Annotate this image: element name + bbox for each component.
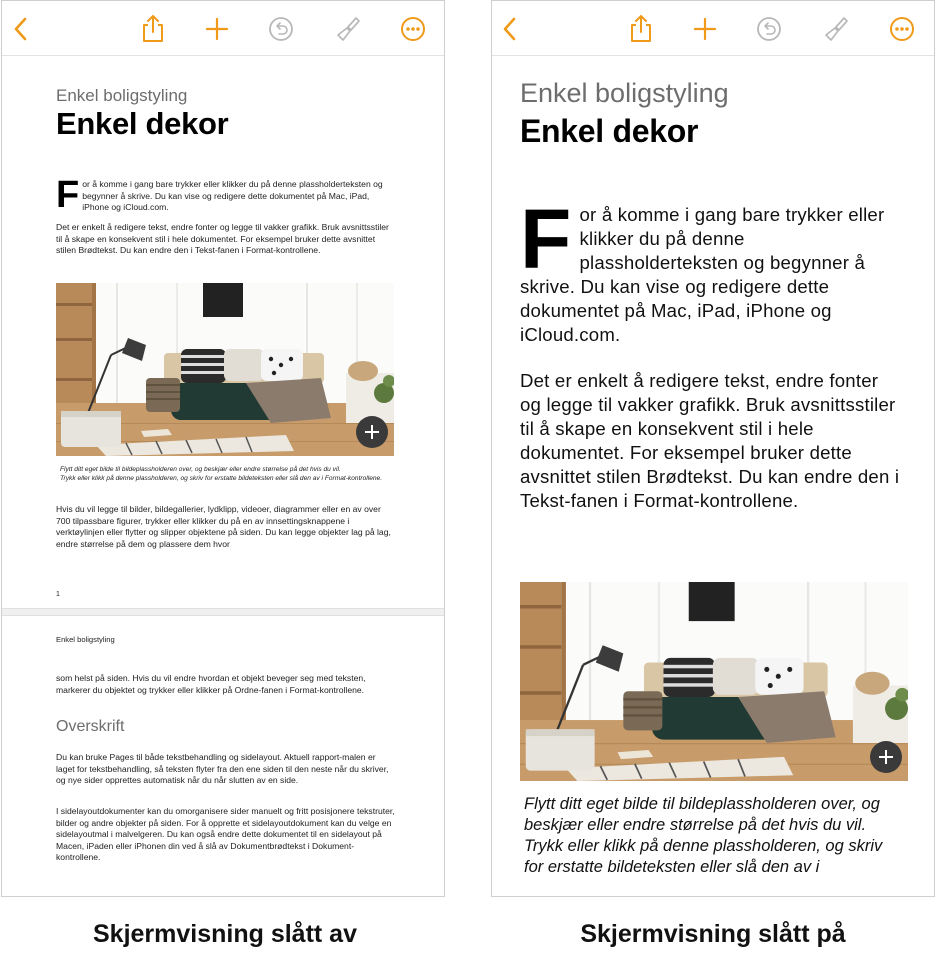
body-paragraph-3[interactable]: Hvis du vil legge til bilder, bildegallerier, lydklipp, videoer, diagrammer eller en av over 700 tilpassbare figurer, trykker eller klikker du på en av innsettingsknappene i verktøylinjen eller flytter og slipper objektene på siden. Du kan legge objekter lag på lag, endre størrelse på dem og plassere dem hvor <box>56 504 391 549</box>
share-button[interactable] <box>626 14 656 44</box>
more-button[interactable] <box>887 14 917 44</box>
intro-text: or å komme i gang bare trykker eller klikker du på denne plassholderteksten og begynner å skrive. Du kan vise og redigere dette dokumentet på Mac, iPad, iPhone og iCloud.com. <box>520 204 885 345</box>
image-placeholder[interactable] <box>520 582 908 781</box>
body-paragraph-5[interactable]: Du kan bruke Pages til både tekstbehandling og sidelayout. Aktuell rapport-malen er laget for tekstbehandling, så teksten flyter fra den ene siden til den neste når du skriver, og nye sider opprettes automatisk når du når slutten av en side. <box>56 752 389 786</box>
intro-text: or å komme i gang bare trykker eller klikker du på denne plassholderteksten og begynner å skrive. Du kan vise og redigere dette dokumentet på Mac, iPad, iPhone og iCloud.com. <box>82 179 383 213</box>
add-button[interactable] <box>690 14 720 44</box>
toolbar <box>492 1 934 56</box>
drop-cap: F <box>520 192 572 286</box>
share-icon <box>628 14 654 44</box>
replace-image-button[interactable] <box>870 741 902 773</box>
more-button[interactable] <box>398 14 428 44</box>
undo-icon <box>268 16 294 42</box>
undo-button[interactable] <box>754 14 784 44</box>
paintbrush-icon <box>822 15 848 43</box>
living-room-photo <box>520 582 908 781</box>
document-title[interactable]: Enkel dekor <box>56 106 229 141</box>
ellipsis-circle-icon <box>400 16 426 42</box>
share-icon <box>140 14 166 44</box>
living-room-photo <box>56 283 394 456</box>
toolbar <box>2 1 444 56</box>
ellipsis-circle-icon <box>889 16 915 42</box>
undo-button[interactable] <box>266 14 296 44</box>
document-page[interactable] <box>492 56 934 896</box>
image-placeholder[interactable] <box>56 283 394 456</box>
page-number: 1 <box>56 591 60 598</box>
caption-line-1: Flytt ditt eget bilde til bildeplassholderen over, og beskjær eller endre størrelse på det hvis du vil. <box>524 795 880 834</box>
page-separator <box>2 608 444 616</box>
document-page[interactable] <box>2 56 444 896</box>
drop-cap: F <box>56 174 80 216</box>
document-title[interactable]: Enkel dekor <box>520 113 699 149</box>
undo-icon <box>756 16 782 42</box>
page-header: Enkel boligstyling <box>56 635 115 644</box>
share-button[interactable] <box>138 14 168 44</box>
intro-paragraph[interactable] <box>520 192 905 347</box>
caption-zoom-on: Skjermvisning slått på <box>580 920 846 948</box>
body-paragraph[interactable]: Det er enkelt å redigere tekst, endre fonter og legge til vakker grafikk. Bruk avsnittsstiler til å skape en konsekvent stil i hele dokumentet. For eksempel bruker dette avsnittet stilen Brødtekst. Du kan endre den i Tekst-fanen i Format-kontrollene. <box>56 222 389 256</box>
paintbrush-icon <box>334 15 360 43</box>
body-paragraph[interactable]: Det er enkelt å redigere tekst, endre fonter og legge til vakker grafikk. Bruk avsnittsstiler til å skape en konsekvent stil i hele dokumentet. For eksempel bruker dette avsnittet stilen Brødtekst. Du kan endre den i Tekst-fanen i Format-kontrollene. <box>520 370 900 511</box>
phone-screen-zoom-on <box>491 0 935 897</box>
image-caption[interactable] <box>524 794 904 878</box>
format-button[interactable] <box>820 14 850 44</box>
plus-icon <box>205 17 229 41</box>
caption-line-1: Flytt ditt eget bilde til bildeplassholderen over, og beskjær eller endre størrelse på det hvis du vil. <box>60 466 341 473</box>
body-paragraph-4[interactable]: som helst på siden. Hvis du vil endre hvordan et objekt beveger seg med teksten, markerer du objektet og trykker eller klikker på Ordne-fanen i Format-kontrollene. <box>56 673 366 695</box>
document-subtitle[interactable]: Enkel boligstyling <box>520 78 729 108</box>
phone-screen-zoom-off <box>1 0 445 897</box>
caption-line-2: Trykk eller klikk på denne plassholderen, og skriv for erstatte bildeteksten eller slå den av i Format-kontrollene. <box>60 475 383 482</box>
intro-paragraph[interactable] <box>56 174 396 216</box>
replace-image-button[interactable] <box>356 416 388 448</box>
image-caption[interactable] <box>60 465 390 483</box>
body-paragraph-6[interactable]: I sidelayoutdokumenter kan du omorganisere sider manuelt og fritt posisjonere tekstruter, bilder og andre objekter på siden. For å opprette et sidelayoutdokument kan du velge en sidelayoutmal i malvelgeren. Du kan også endre dette dokumentet til en sidelayout på Macen, iPaden eller iPhonen din ved å slå av Dokumentbrødtekst i Dokument-kontrollene. <box>56 806 395 863</box>
chevron-left-icon <box>11 16 31 42</box>
back-button[interactable] <box>6 14 36 44</box>
back-button[interactable] <box>495 14 525 44</box>
caption-zoom-off: Skjermvisning slått av <box>92 920 357 948</box>
chevron-left-icon <box>500 16 520 42</box>
plus-icon <box>693 17 717 41</box>
format-button[interactable] <box>332 14 362 44</box>
heading[interactable]: Overskrift <box>56 718 125 735</box>
add-button[interactable] <box>202 14 232 44</box>
document-subtitle[interactable]: Enkel boligstyling <box>56 86 188 105</box>
caption-line-2: Trykk eller klikk på denne plassholderen, og skriv for erstatte bildeteksten eller slå den av i <box>524 837 883 876</box>
